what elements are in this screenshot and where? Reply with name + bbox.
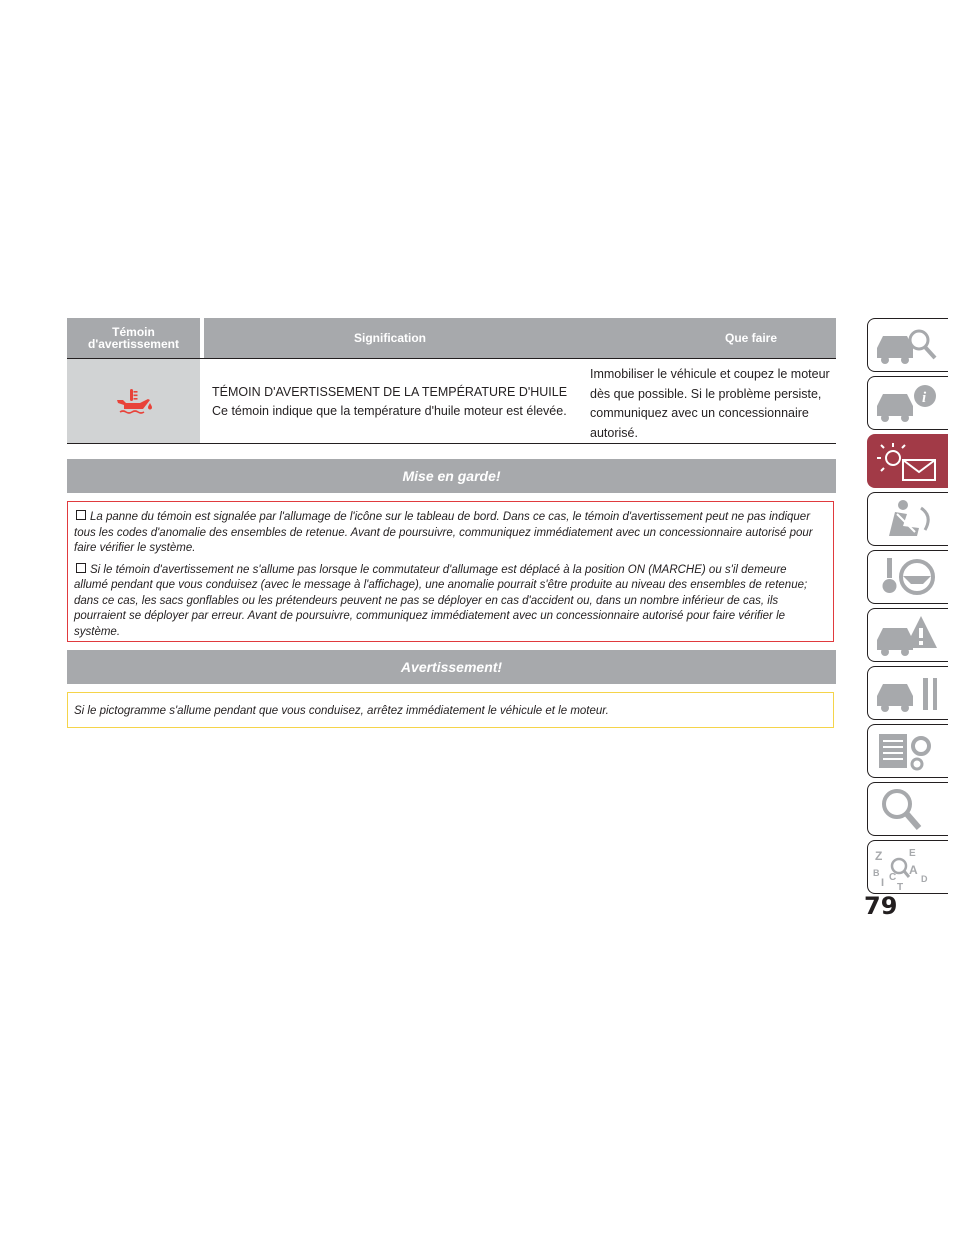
tab-car-info[interactable] — [867, 376, 948, 430]
caution-item-text: La panne du témoin est signalée par l'allumage de l'icône sur le tableau de bord. Dans ce cas, le témoin d'avertissement peut ne pas indiquer tous les codes d'anomalie des ensembles de retenue. Avant de poursuivre, communiquez immédiatement avec un concessionnaire autorisé pour faire vérifier le système. — [74, 511, 813, 554]
caution-item — [74, 563, 821, 641]
meaning-cell — [200, 359, 576, 443]
key-steering-wheel-icon — [873, 554, 943, 600]
car-wrench-icon — [873, 670, 943, 716]
header-col1-line2: d'avertissement — [88, 337, 179, 351]
svg-text:i: i — [922, 390, 927, 406]
caution-box — [67, 501, 834, 642]
caution-item-text: Si le témoin d'avertissement ne s'allume pas lorsque le commutateur d'allumage est déplacé à la position ON (MARCHE) ou s'il demeure allumé pendant que vous conduisez (avec le message à l'affichage), une anomalie pourrait s'être produite au niveau des ensembles de retenue; dans ce cas, les sacs gonflables ou les prétendeurs peuvent ne pas se déployer en cas d'accident ou, dans un nombre inférieur de cas, ils pourraient se déployer par erreur. Avant de poursuivre, communiquez immédiatement avec un concessionnaire autorisé pour faire vérifier le système. — [74, 563, 808, 638]
tab-servicing[interactable] — [867, 666, 948, 720]
tab-search[interactable] — [867, 782, 948, 836]
oil-temperature-warning-icon — [114, 388, 154, 414]
svg-text:A: A — [909, 863, 918, 877]
caution-title: Mise en garde! — [67, 459, 836, 493]
checkbox-bullet-icon — [76, 563, 86, 573]
header-meaning: Signification — [354, 331, 426, 345]
tab-index[interactable] — [867, 840, 948, 894]
page-number: 79 — [864, 892, 898, 920]
caution-item — [74, 510, 821, 557]
car-info-icon — [873, 380, 943, 426]
header-warning-light — [67, 318, 200, 358]
car-emergency-icon — [873, 612, 943, 658]
table-row — [67, 359, 836, 444]
car-search-icon — [873, 322, 943, 368]
tab-starting-driving[interactable] — [867, 550, 948, 604]
svg-text:E: E — [909, 848, 916, 859]
svg-text:C: C — [889, 872, 897, 883]
svg-text:Z: Z — [875, 849, 883, 863]
warning-light-table — [67, 318, 836, 444]
warning-text: Si le pictogramme s'allume pendant que vous conduisez, arrêtez immédiatement le véhicule et le moteur. — [74, 705, 609, 717]
svg-text:T: T — [897, 882, 904, 890]
svg-text:I: I — [881, 877, 885, 889]
warning-light-message-icon — [873, 438, 943, 484]
tab-safety[interactable] — [867, 492, 948, 546]
meaning-title: TÉMOIN D'AVERTISSEMENT DE LA TEMPÉRATURE D'HUILE — [212, 385, 568, 399]
warning-box — [67, 692, 834, 728]
checkbox-bullet-icon — [76, 510, 86, 520]
table-header — [67, 318, 836, 358]
tab-emergency[interactable] — [867, 608, 948, 662]
action-cell: Immobiliser le véhicule et coupez le moteur dès que possible. Si le problème persiste, communiquez avec un concessionnaire autorisé. — [590, 367, 830, 440]
tab-specifications[interactable] — [867, 724, 948, 778]
meaning-text: Ce témoin indique que la température d'huile moteur est élevée. — [212, 404, 567, 418]
tab-car-search[interactable] — [867, 318, 948, 372]
warning-title: Avertissement! — [67, 650, 836, 684]
magnifier-icon — [873, 786, 943, 832]
svg-text:D: D — [921, 874, 928, 884]
seat-airbag-icon — [873, 496, 943, 542]
warning-icon-cell — [67, 359, 200, 443]
header-action: Que faire — [724, 331, 778, 345]
tab-warning-lights[interactable] — [867, 434, 948, 488]
specifications-gear-icon — [873, 728, 943, 774]
header-col1-line1: Témoin — [112, 325, 155, 339]
alphabetical-index-icon — [873, 844, 943, 890]
svg-text:B: B — [873, 868, 880, 878]
